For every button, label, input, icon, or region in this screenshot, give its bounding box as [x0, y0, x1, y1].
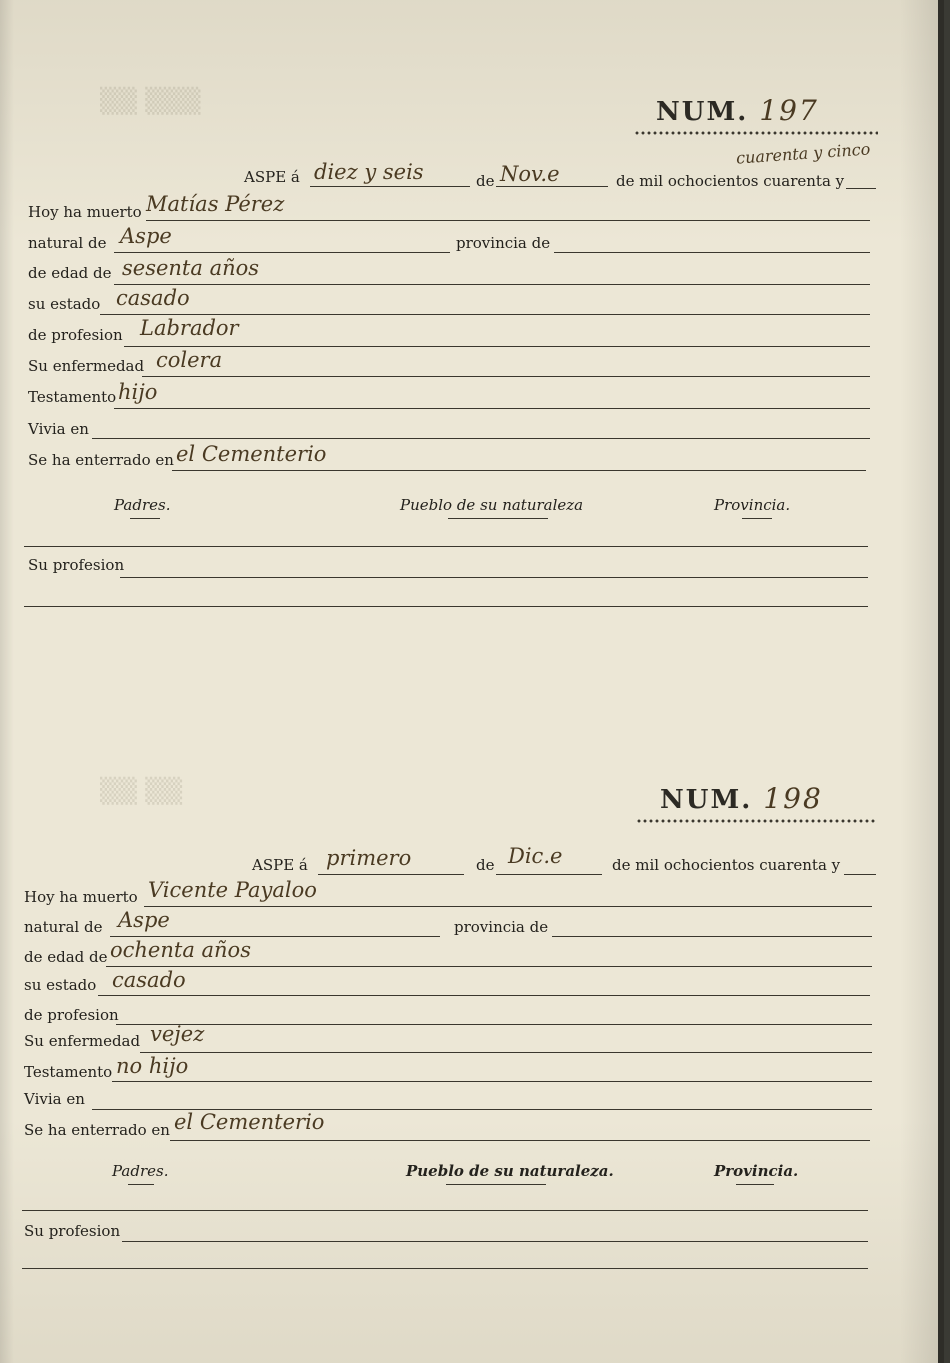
month-line — [496, 186, 608, 187]
padres-underline — [128, 1184, 154, 1185]
year-line — [846, 188, 876, 189]
padres-header: Padres. — [114, 496, 171, 514]
num-value: 197 — [759, 94, 819, 127]
estado-line — [100, 314, 870, 315]
ornamental-rule — [634, 130, 878, 136]
month-handwritten: Nov.e — [500, 162, 560, 186]
provincia-de-label: provincia de — [454, 918, 549, 936]
closing-line — [24, 606, 868, 607]
provincia-de-line — [552, 936, 872, 937]
natural-de-handwritten: Aspe — [118, 908, 170, 932]
pueblo-underline — [446, 1184, 546, 1185]
year-line — [844, 874, 876, 875]
day-handwritten: primero — [326, 846, 412, 870]
enterrado-handwritten: el Cementerio — [174, 1110, 325, 1134]
vivia-en-label: Vivia en — [28, 420, 89, 438]
enfermedad-label: Su enfermedad — [28, 357, 145, 375]
ornamental-rule — [636, 818, 876, 824]
estado-line — [98, 995, 870, 996]
testamento-label: Testamento — [28, 388, 117, 406]
year-extra-handwritten: cuarenta y cinco — [735, 139, 871, 168]
bleed-through-mark: ▒▒ ▒▒ — [100, 776, 183, 805]
de-label: de — [476, 856, 495, 874]
padres-underline — [130, 518, 160, 519]
deceased-name-handwritten: Matías Pérez — [146, 192, 285, 216]
enfermedad-line — [142, 376, 870, 377]
deceased-name-line — [144, 906, 872, 907]
pueblo-header: Pueblo de su naturaleza — [400, 496, 584, 514]
vivia-en-label: Vivia en — [24, 1090, 85, 1108]
month-handwritten: Dic.e — [508, 844, 563, 868]
padres-line — [24, 546, 868, 547]
deceased-name-line — [146, 220, 870, 221]
vivia-en-line — [92, 438, 870, 439]
enterrado-line — [172, 470, 866, 471]
su-profesion-line — [122, 1241, 868, 1242]
enfermedad-line — [140, 1052, 872, 1053]
num-value: 198 — [763, 782, 823, 815]
natural-de-line — [114, 252, 450, 253]
edad-handwritten: ochenta años — [110, 938, 251, 962]
day-handwritten: diez y seis — [314, 160, 424, 184]
profesion-label: de profesion — [28, 326, 123, 344]
provincia-header: Provincia. — [714, 496, 791, 514]
place-label: ASPE á — [244, 168, 300, 186]
profesion-label: de profesion — [24, 1006, 119, 1024]
natural-de-label: natural de — [24, 918, 103, 936]
estado-handwritten: casado — [112, 968, 186, 992]
deceased-name-label: Hoy ha muerto — [24, 888, 138, 906]
year-text: de mil ochocientos cuarenta y — [612, 856, 841, 874]
estado-handwritten: casado — [116, 286, 190, 310]
enterrado-handwritten: el Cementerio — [176, 442, 327, 466]
natural-de-line — [110, 936, 440, 937]
year-text: de mil ochocientos cuarenta y — [616, 172, 845, 190]
estado-label: su estado — [24, 976, 97, 994]
provincia-de-line — [554, 252, 870, 253]
enfermedad-handwritten: vejez — [150, 1022, 205, 1046]
padres-line — [22, 1210, 868, 1211]
profesion-handwritten: Labrador — [140, 316, 239, 340]
deceased-name-handwritten: Vicente Payaloo — [148, 878, 317, 902]
entry-number — [656, 94, 819, 127]
testamento-handwritten: no hijo — [116, 1054, 189, 1078]
natural-de-label: natural de — [28, 234, 107, 252]
su-profesion-line — [120, 577, 868, 578]
su-profesion-label: Su profesion — [24, 1222, 121, 1240]
provincia-underline — [742, 518, 772, 519]
enfermedad-handwritten: colera — [156, 348, 223, 372]
pueblo-header: Pueblo de su naturaleza. — [406, 1162, 614, 1180]
num-label: NUM. — [656, 97, 749, 127]
entry-number — [660, 782, 823, 815]
month-line — [496, 874, 602, 875]
edad-line — [114, 284, 870, 285]
natural-de-handwritten: Aspe — [120, 224, 172, 248]
de-label: de — [476, 172, 495, 190]
su-profesion-label: Su profesion — [28, 556, 125, 574]
enfermedad-label: Su enfermedad — [24, 1032, 141, 1050]
provincia-de-label: provincia de — [456, 234, 551, 252]
provincia-header: Provincia. — [714, 1162, 799, 1180]
edad-handwritten: sesenta años — [122, 256, 260, 280]
bleed-through-mark: ▒▒ ▒▒▒ — [100, 86, 201, 115]
day-line — [318, 874, 464, 875]
padres-header: Padres. — [112, 1162, 169, 1180]
testamento-line — [112, 1081, 872, 1082]
enterrado-label: Se ha enterrado en — [28, 451, 174, 469]
edad-label: de edad de — [28, 264, 112, 282]
testamento-label: Testamento — [24, 1063, 113, 1081]
pueblo-underline — [448, 518, 548, 519]
edad-line — [106, 966, 872, 967]
testamento-handwritten: hijo — [118, 380, 158, 404]
edad-label: de edad de — [24, 948, 108, 966]
profesion-line — [124, 346, 870, 347]
deceased-name-label: Hoy ha muerto — [28, 203, 142, 221]
enterrado-label: Se ha enterrado en — [24, 1121, 170, 1139]
profesion-line — [116, 1024, 872, 1025]
estado-label: su estado — [28, 295, 101, 313]
testamento-line — [114, 408, 870, 409]
day-line — [310, 186, 470, 187]
closing-line — [22, 1268, 868, 1269]
provincia-underline — [736, 1184, 774, 1185]
page-edge — [938, 0, 944, 1363]
enterrado-line — [170, 1140, 870, 1141]
place-label: ASPE á — [252, 856, 308, 874]
num-label: NUM. — [660, 785, 753, 815]
